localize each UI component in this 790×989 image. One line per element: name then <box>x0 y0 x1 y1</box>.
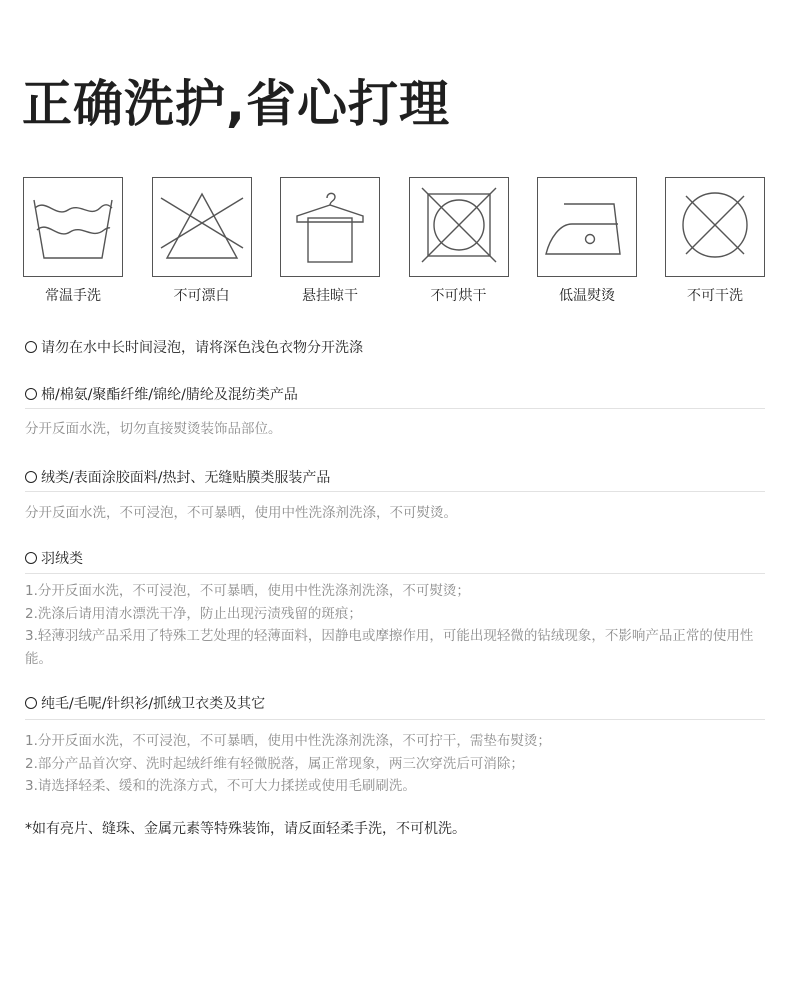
care-icon-label: 不可漂白 <box>173 288 230 304</box>
care-icon-label: 低温熨烫 <box>559 288 615 304</box>
section-body <box>25 580 765 670</box>
section-line: 分开反面水洗，切勿直接熨烫装饰品部位。 <box>25 421 282 437</box>
special-decoration-note: *如有亮片、缝珠、金属元素等特殊装饰，请反面轻柔手洗，不可机洗。 <box>25 821 466 837</box>
circle-bullet-icon <box>25 388 37 400</box>
section-line: 1.分开反面水洗，不可浸泡，不可暴晒，使用中性洗涤剂洗涤，不可熨烫； <box>25 583 470 599</box>
section-line: 1.分开反面水洗，不可浸泡，不可暴晒，使用中性洗涤剂洗涤，不可拧干，需垫布熨烫； <box>25 733 551 749</box>
no-bleach-icon <box>152 177 252 277</box>
section-heading-text: 棉/棉氨/聚酯纤维/锦纶/腈纶及混纺类产品 <box>41 387 298 403</box>
section-heading <box>25 337 363 357</box>
circle-bullet-icon <box>25 552 37 564</box>
section-heading-text: 羽绒类 <box>41 551 83 567</box>
section-heading <box>25 548 83 568</box>
section-divider <box>25 491 765 492</box>
care-icon-label: 不可烘干 <box>430 288 487 304</box>
section-heading <box>25 467 330 487</box>
care-icon-label: 悬挂晾干 <box>302 288 358 304</box>
section-line: 2.洗涤后请用清水漂洗干净，防止出现污渍残留的斑痕； <box>25 605 362 622</box>
care-icon-label: 常温手洗 <box>45 288 101 304</box>
section-heading-text: 请勿在水中长时间浸泡，请将深色浅色衣物分开洗涤 <box>41 340 363 356</box>
no-tumble-dry-icon <box>409 177 509 277</box>
section-body <box>25 730 765 798</box>
circle-bullet-icon <box>25 697 37 709</box>
care-icon-label: 不可干洗 <box>687 288 743 304</box>
no-dry-clean-icon <box>665 177 765 277</box>
section-divider <box>25 408 765 409</box>
care-icon-item <box>152 177 252 304</box>
section-line: 2.部分产品首次穿、洗时起绒纤维有轻微脱落，属正常现象，两三次穿洗后可消除； <box>25 755 524 772</box>
section-heading <box>25 693 265 713</box>
care-icon-item <box>280 177 380 304</box>
hang-dry-icon <box>280 177 380 277</box>
section-divider <box>25 573 765 574</box>
care-icon-item <box>23 177 123 304</box>
low-iron-icon <box>537 177 637 277</box>
care-icon-item <box>665 177 765 304</box>
section-heading <box>25 384 298 404</box>
section-divider <box>25 719 765 720</box>
care-icon-item <box>409 177 509 304</box>
section-line: 3.轻薄羽绒产品采用了特殊工艺处理的轻薄面料，因静电或摩擦作用，可能出现轻微的钻绒现象，不影响产品正常的使用性能。 <box>25 628 754 667</box>
page-title: 正确洗护,省心打理 <box>22 75 450 133</box>
section-heading-text: 纯毛/毛呢/针织衫/抓绒卫衣类及其它 <box>41 696 266 712</box>
section-body <box>25 502 765 525</box>
section-line: 3.请选择轻柔、缓和的洗涤方式，不可大力揉搓或使用毛刷刷洗。 <box>25 778 416 794</box>
care-icon-item <box>537 177 637 304</box>
section-body <box>25 418 765 441</box>
wash-tub-icon <box>23 177 123 277</box>
section-heading-text: 绒类/表面涂胶面料/热封、无缝贴膜类服装产品 <box>41 470 331 486</box>
circle-bullet-icon <box>25 471 37 483</box>
circle-bullet-icon <box>25 341 37 353</box>
section-line: 分开反面水洗，不可浸泡，不可暴晒，使用中性洗涤剂洗涤，不可熨烫。 <box>25 505 457 521</box>
